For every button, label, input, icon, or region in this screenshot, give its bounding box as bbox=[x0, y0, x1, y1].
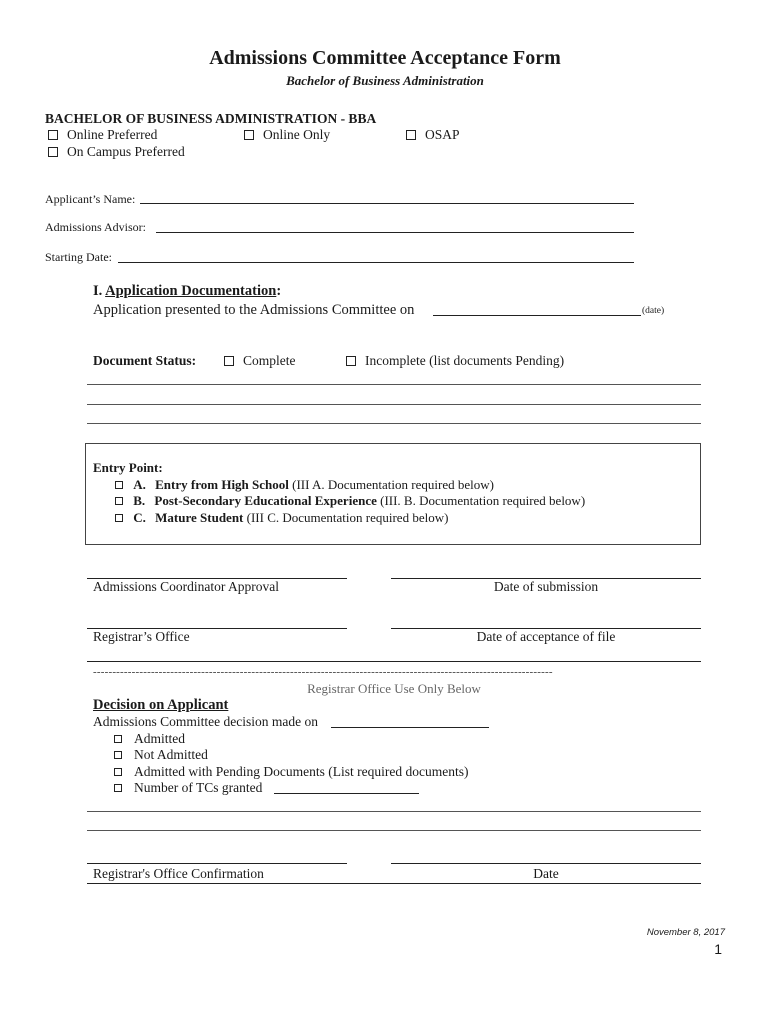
applicant-name-field[interactable] bbox=[140, 203, 634, 204]
option-label: On Campus Preferred bbox=[67, 144, 185, 159]
checkbox-icon[interactable] bbox=[346, 356, 356, 366]
registrar-office-label: Registrar’s Office bbox=[93, 629, 190, 644]
option-label: Not Admitted bbox=[134, 747, 208, 762]
presented-date-field[interactable] bbox=[433, 315, 641, 316]
admissions-advisor-field[interactable] bbox=[156, 232, 634, 233]
entry-point-label: Entry Point: bbox=[93, 460, 163, 475]
document-status-label: Document Status: bbox=[93, 353, 197, 368]
section-number: I. bbox=[93, 283, 103, 299]
applicant-name-label: Applicant’s Name: bbox=[45, 192, 136, 206]
status-complete[interactable] bbox=[224, 353, 296, 369]
option-label: Online Preferred bbox=[67, 127, 158, 142]
option-label: Admitted bbox=[134, 731, 185, 746]
checkbox-icon[interactable] bbox=[114, 784, 122, 792]
entry-option-b[interactable] bbox=[115, 493, 585, 509]
status-incomplete[interactable] bbox=[346, 353, 564, 369]
starting-date-field[interactable] bbox=[118, 262, 634, 263]
option-osap[interactable] bbox=[406, 127, 460, 143]
submission-date-label: Date of submission bbox=[493, 579, 599, 594]
entry-option-c[interactable] bbox=[115, 510, 448, 526]
option-label: OSAP bbox=[425, 127, 460, 142]
checkbox-icon[interactable] bbox=[48, 130, 58, 140]
presented-text: Application presented to the Admissions Committee on bbox=[93, 302, 415, 318]
starting-date-label: Starting Date: bbox=[45, 250, 112, 264]
checkbox-icon[interactable] bbox=[244, 130, 254, 140]
registrar-confirmation-label: Registrar's Office Confirmation bbox=[93, 866, 264, 881]
pending-docs-line-1[interactable] bbox=[87, 384, 701, 385]
confirmation-underline bbox=[87, 883, 701, 884]
section-colon: : bbox=[276, 283, 282, 299]
checkbox-icon[interactable] bbox=[115, 514, 123, 522]
option-on-campus-preferred[interactable] bbox=[48, 144, 185, 160]
program-heading: BACHELOR OF BUSINESS ADMINISTRATION - BBA bbox=[45, 111, 377, 126]
checkbox-icon[interactable] bbox=[224, 356, 234, 366]
form-subtitle: Bachelor of Business Administration bbox=[286, 73, 484, 88]
decision-option-not-admitted[interactable] bbox=[114, 747, 208, 763]
confirmation-date-label: Date bbox=[533, 866, 559, 881]
required-docs-line-2[interactable] bbox=[87, 830, 701, 831]
section-title: Application Documentation bbox=[105, 283, 277, 299]
section-heading bbox=[93, 283, 281, 300]
entry-title: Post-Secondary Educational Experience bbox=[154, 493, 377, 508]
checkbox-icon[interactable] bbox=[114, 735, 122, 743]
checkbox-icon[interactable] bbox=[115, 497, 123, 505]
decision-date-field[interactable] bbox=[331, 727, 489, 728]
checkbox-icon[interactable] bbox=[114, 768, 122, 776]
tcs-count-field[interactable] bbox=[274, 793, 419, 794]
entry-title: Mature Student bbox=[155, 510, 244, 525]
decision-heading: Decision on Applicant bbox=[93, 697, 229, 713]
pending-docs-line-2[interactable] bbox=[87, 404, 701, 405]
admissions-advisor-label: Admissions Advisor: bbox=[45, 220, 147, 234]
entry-option-a[interactable] bbox=[115, 477, 494, 493]
option-label: Admitted with Pending Documents (List required documents) bbox=[134, 764, 469, 779]
decision-option-pending[interactable] bbox=[114, 764, 468, 780]
page-number: 1 bbox=[714, 941, 722, 957]
decision-option-admitted[interactable] bbox=[114, 731, 185, 747]
entry-title: Entry from High School bbox=[155, 477, 289, 492]
pending-docs-line-3[interactable] bbox=[87, 423, 701, 424]
entry-letter: B. bbox=[133, 493, 146, 508]
checkbox-icon[interactable] bbox=[406, 130, 416, 140]
checkbox-icon[interactable] bbox=[115, 481, 123, 489]
option-label: Complete bbox=[243, 353, 296, 368]
entry-letter: A. bbox=[133, 477, 146, 492]
checkbox-icon[interactable] bbox=[48, 147, 58, 157]
confirmation-signature-line[interactable] bbox=[87, 863, 347, 864]
coordinator-approval-label: Admissions Coordinator Approval bbox=[93, 579, 279, 594]
checkbox-icon[interactable] bbox=[114, 751, 122, 759]
option-online-only[interactable] bbox=[244, 127, 330, 143]
dashed-divider: ----------------------------------------------------------------------------------------------------------------------- bbox=[93, 666, 553, 678]
entry-desc: (III C. Documentation required below) bbox=[243, 510, 449, 525]
decision-option-tcs[interactable] bbox=[114, 780, 262, 796]
confirmation-date-line[interactable] bbox=[391, 863, 701, 864]
required-docs-line-1[interactable] bbox=[87, 811, 701, 812]
entry-desc: (III. B. Documentation required below) bbox=[376, 493, 586, 508]
divider-line bbox=[87, 661, 701, 662]
option-label: Number of TCs granted bbox=[134, 780, 263, 795]
entry-desc: (III A. Documentation required below) bbox=[288, 477, 494, 492]
form-title: Admissions Committee Acceptance Form bbox=[209, 47, 561, 69]
acceptance-date-label: Date of acceptance of file bbox=[476, 629, 616, 644]
revision-date: November 8, 2017 bbox=[646, 927, 725, 938]
date-hint: (date) bbox=[642, 306, 665, 316]
entry-letter: C. bbox=[133, 510, 146, 525]
option-label: Online Only bbox=[263, 127, 331, 142]
registrar-use-only-label: Registrar Office Use Only Below bbox=[307, 681, 481, 696]
option-online-preferred[interactable] bbox=[48, 127, 157, 143]
option-label: Incomplete (list documents Pending) bbox=[365, 353, 565, 368]
decision-text: Admissions Committee decision made on bbox=[93, 714, 318, 729]
